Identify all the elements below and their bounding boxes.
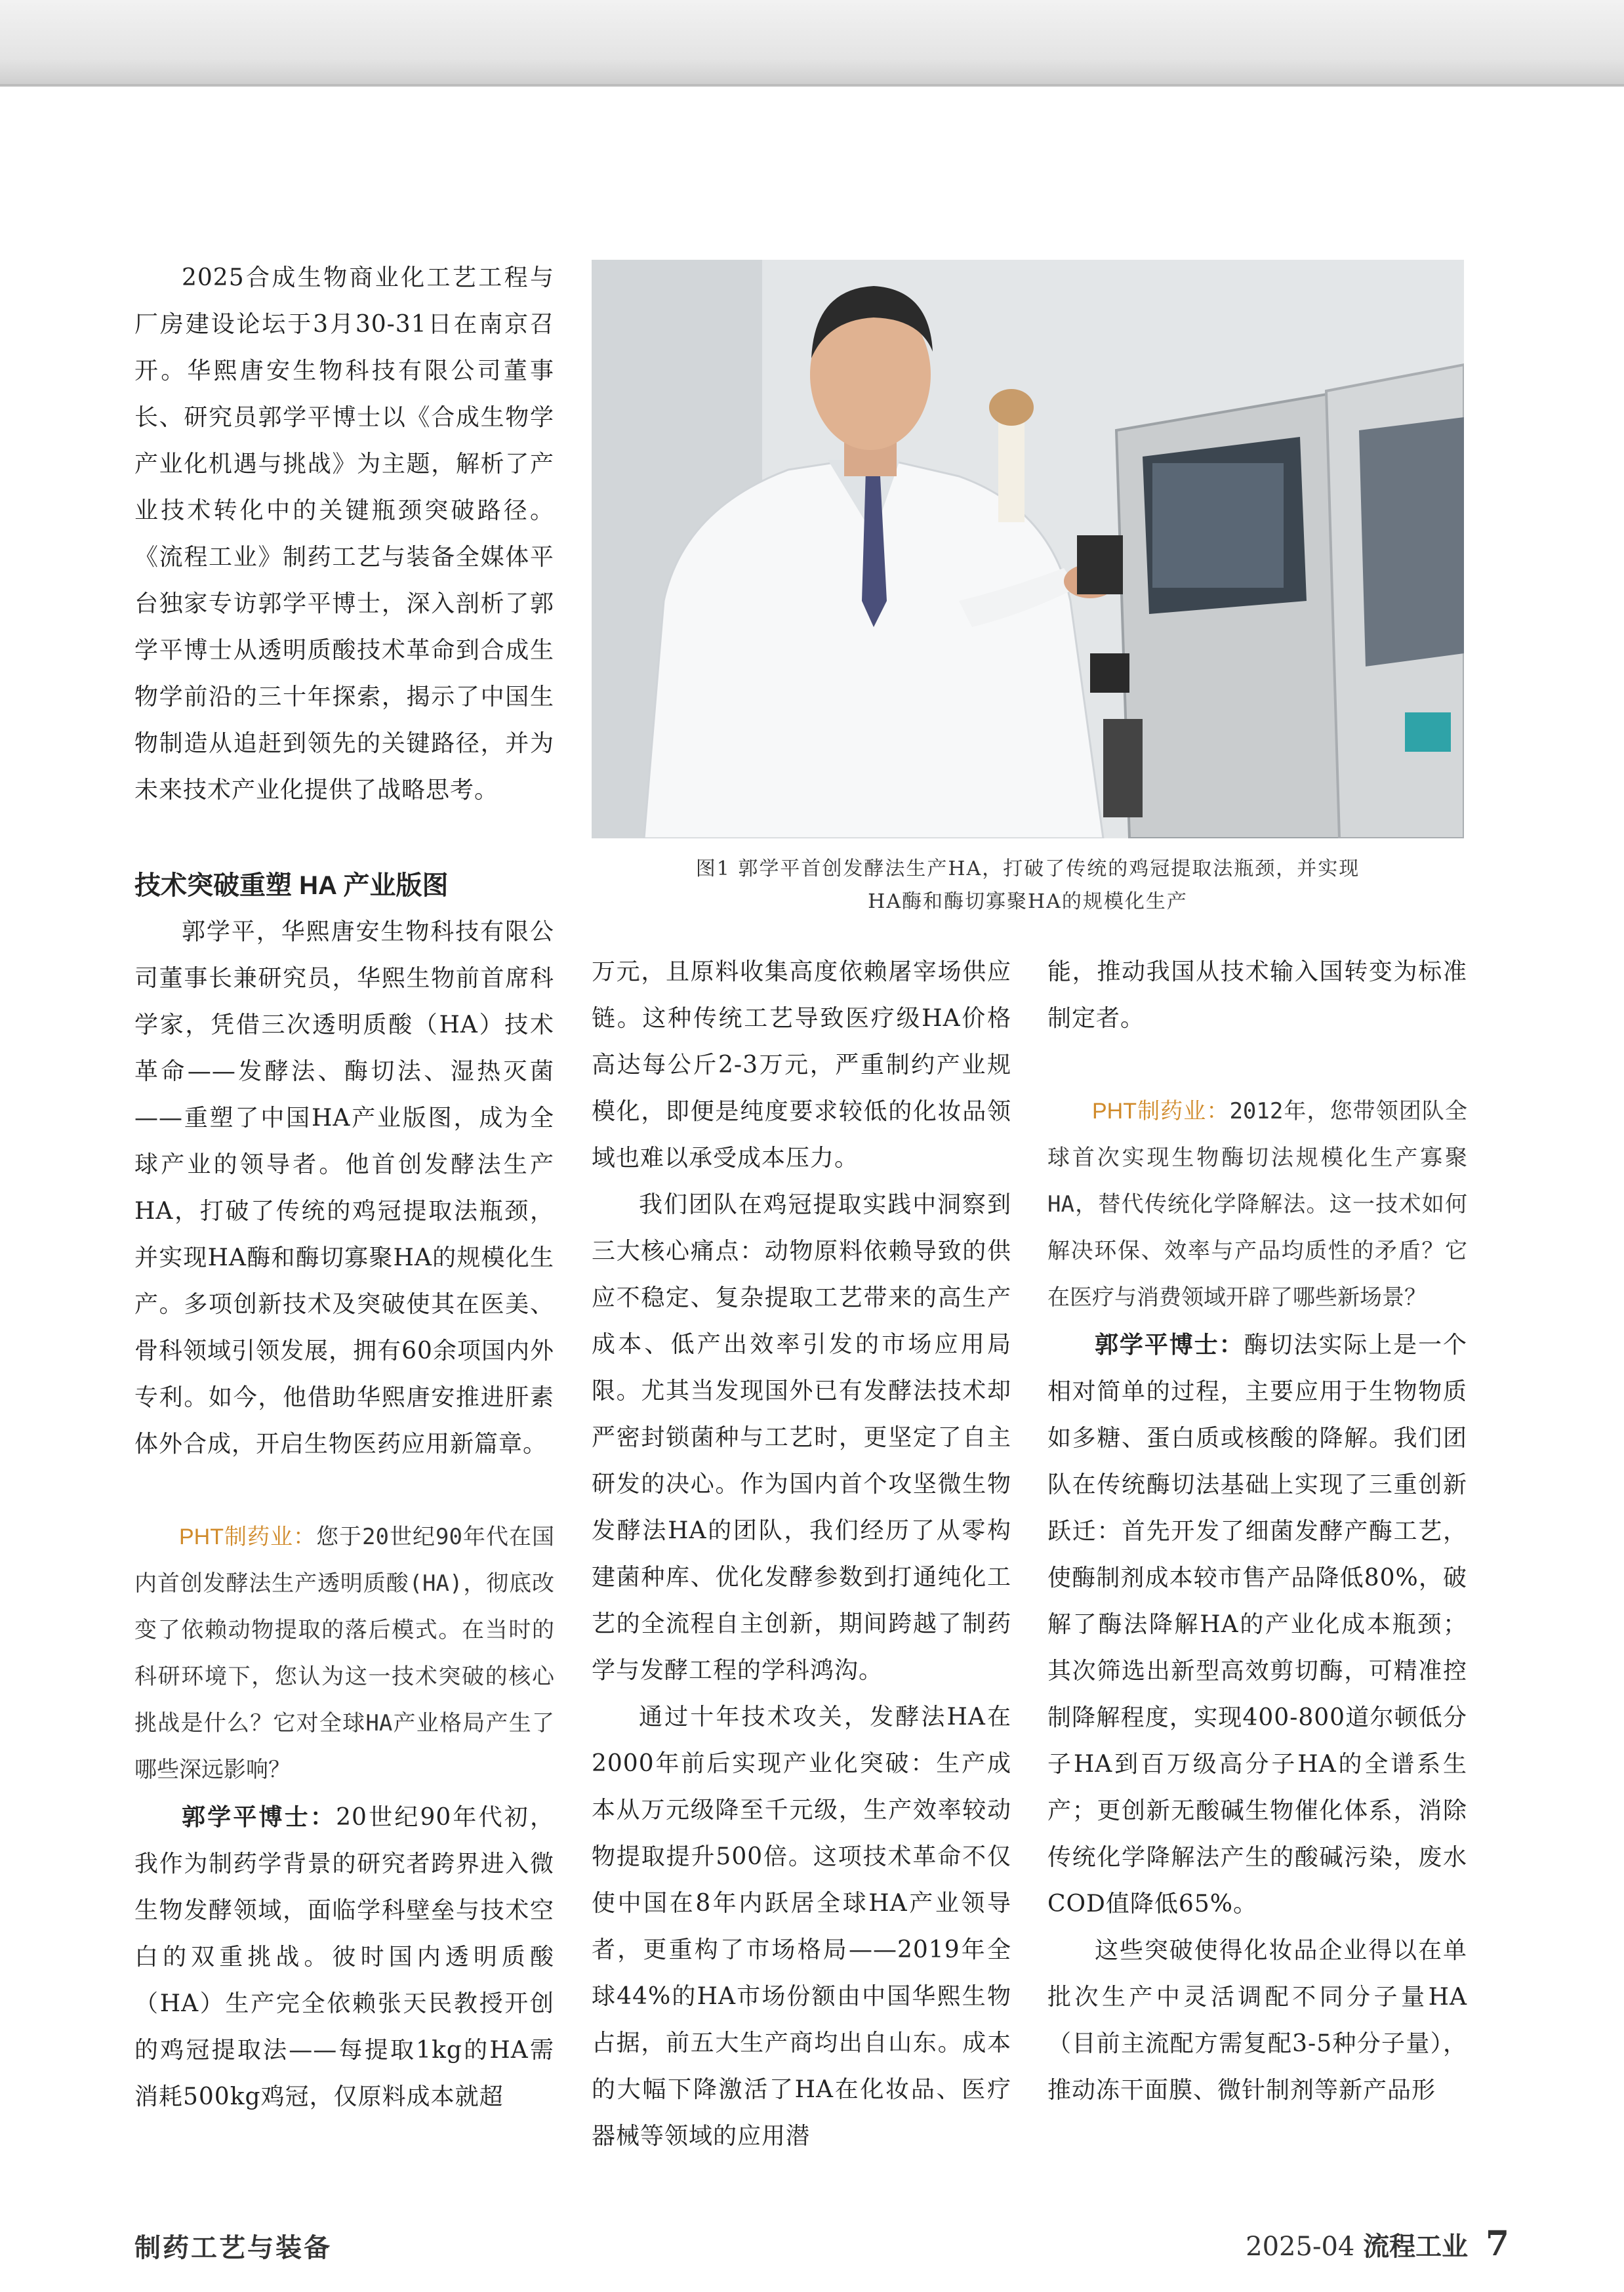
footer-issue-info <box>1246 2224 1509 2264</box>
question-text: 您于20世纪90年代在国内首创发酵法生产透明质酸(HA)，彻底改变了依赖动物提取的落后模式。在当时的科研环境下，您认为这一技术突破的核心挑战是什么？它对全球HA产业格局产生了哪些深远影响？ <box>134 1524 554 1783</box>
column-3 <box>1047 949 1467 2114</box>
answer-label: 郭学平博士： <box>182 1803 336 1830</box>
scientist-photo-illustration <box>592 260 1464 838</box>
magazine-name: 流程工业 <box>1363 2231 1469 2262</box>
caption-line-2: HA酶和酶切寡聚HA的规模化生产 <box>868 890 1188 913</box>
page-number: 7 <box>1485 2224 1509 2264</box>
answer-text: 20世纪90年代初，我作为制药学背景的研究者跨界进入微生物发酵领域，面临学科壁垒与技术空白的双重挑战。彼时国内透明质酸（HA）生产完全依赖张天民教授开创的鸡冠提取法——每提取1kg的HA需消耗500kg鸡冠，仅原料成本就超 <box>134 1804 554 2110</box>
question-2 <box>1047 1088 1467 1321</box>
paragraph: 我们团队在鸡冠提取实践中洞察到三大核心痛点：动物原料依赖导致的供应不稳定、复杂提取工艺带来的高生产成本、低产出效率引发的市场应用局限。尤其当发现国外已有发酵法技术却严密封锁菌种与工艺时，更坚定了自主研发的决心。作为国内首个攻坚微生物发酵法HA的团队，我们经历了从零构建菌种库、优化发酵参数到打通纯化工艺的全流程自主创新，期间跨越了制药学与发酵工程的学科鸿沟。 <box>592 1191 1011 1684</box>
question-label: PHT制药业： <box>1092 1099 1230 1124</box>
footer-section-title: 制药工艺与装备 <box>134 2232 332 2263</box>
paragraph: 通过十年技术攻关，发酵法HA在2000年前后实现产业化突破：生产成本从万元级降至千元级，生产效率较动物提取提升500倍。这项技术革命不仅使中国在8年内跃居全球HA产业领导者，更重构了市场格局——2019年全球44%的HA市场份额由中国华熙生物占据，前五大生产商均出自山东。成本的大幅下降激活了HA在化妆品、医疗器械等领域的应用潜 <box>592 1704 1011 2150</box>
question-text: 2012年，您带领团队全球首次实现生物酶切法规模化生产寡聚HA，替代传统化学降解法。这一技术如何解决环保、效率与产品均质性的矛盾？它在医疗与消费领域开辟了哪些新场景？ <box>1047 1098 1467 1311</box>
intro-paragraph: 2025合成生物商业化工艺工程与厂房建设论坛于3月30-31日在南京召开。华熙唐安生物科技有限公司董事长、研究员郭学平博士以《合成生物学产业化机遇与挑战》为主题，解析了产业技术转化中的关键瓶颈突破路径。《流程工业》制药工艺与装备全媒体平台独家专访郭学平博士，深入剖析了郭学平博士从透明质酸技术革命到合成生物学前沿的三十年探索，揭示了中国生物制造从追赶到领先的关键路径，并为未来技术产业化提供了战略思考。 <box>134 264 554 804</box>
answer-1 <box>134 1793 554 2120</box>
answer-text: 酶切法实际上是一个相对简单的过程，主要应用于生物物质如多糖、蛋白质或核酸的降解。我们团队在传统酶切法基础上实现了三重创新跃迁：首先开发了细菌发酵产酶工艺，使酶制剂成本较市售产品降低80%，破解了酶法降解HA的产业化成本瓶颈；其次筛选出新型高效剪切酶，可精准控制降解程度，实现400-800道尔顿低分子HA到百万级高分子HA的全谱系生产；更创新无酸碱生物催化体系，消除传统化学降解法产生的酸碱污染，废水COD值降低65%。 <box>1047 1332 1467 1917</box>
question-label: PHT制药业： <box>179 1525 317 1549</box>
caption-line-1: 图1 郭学平首创发酵法生产HA，打破了传统的鸡冠提取法瓶颈，并实现 <box>695 857 1360 880</box>
question-1 <box>134 1514 554 1793</box>
paragraph-continued: 能，推动我国从技术输入国转变为标准制定者。 <box>1047 958 1467 1032</box>
paragraph-continued: 万元，且原料收集高度依赖屠宰场供应链。这种传统工艺导致医疗级HA价格高达每公斤2-3万元，严重制约产业规模化，即便是纯度要求较低的化妆品领域也难以承受成本压力。 <box>592 958 1011 1172</box>
top-border-bar <box>0 0 1624 87</box>
column-1 <box>134 909 554 2120</box>
section-heading: 技术突破重塑 HA 产业版图 <box>134 871 449 900</box>
figure-caption <box>592 853 1464 918</box>
issue-number: 2025-04 <box>1246 2232 1355 2262</box>
column-2 <box>592 949 1011 2159</box>
bio-paragraph: 郭学平，华熙唐安生物科技有限公司董事长兼研究员，华熙生物前首席科学家，凭借三次透明质酸（HA）技术革命——发酵法、酶切法、湿热灭菌——重塑了中国HA产业版图，成为全球产业的领导者。他首创发酵法生产HA，打破了传统的鸡冠提取法瓶颈，并实现HA酶和酶切寡聚HA的规模化生产。多项创新技术及突破使其在医美、骨科领域引领发展，拥有60余项国内外专利。如今，他借助华熙唐安推进肝素体外合成，开启生物医药应用新篇章。 <box>134 918 554 1458</box>
figure-photo <box>592 260 1464 838</box>
answer-label: 郭学平博士： <box>1095 1331 1244 1358</box>
intro-column <box>134 255 554 813</box>
paragraph: 这些突破使得化妆品企业得以在单批次生产中灵活调配不同分子量HA（目前主流配方需复配3-5种分子量），推动冻干面膜、微针制剂等新产品形 <box>1047 1937 1467 2104</box>
answer-2 <box>1047 1321 1467 1927</box>
